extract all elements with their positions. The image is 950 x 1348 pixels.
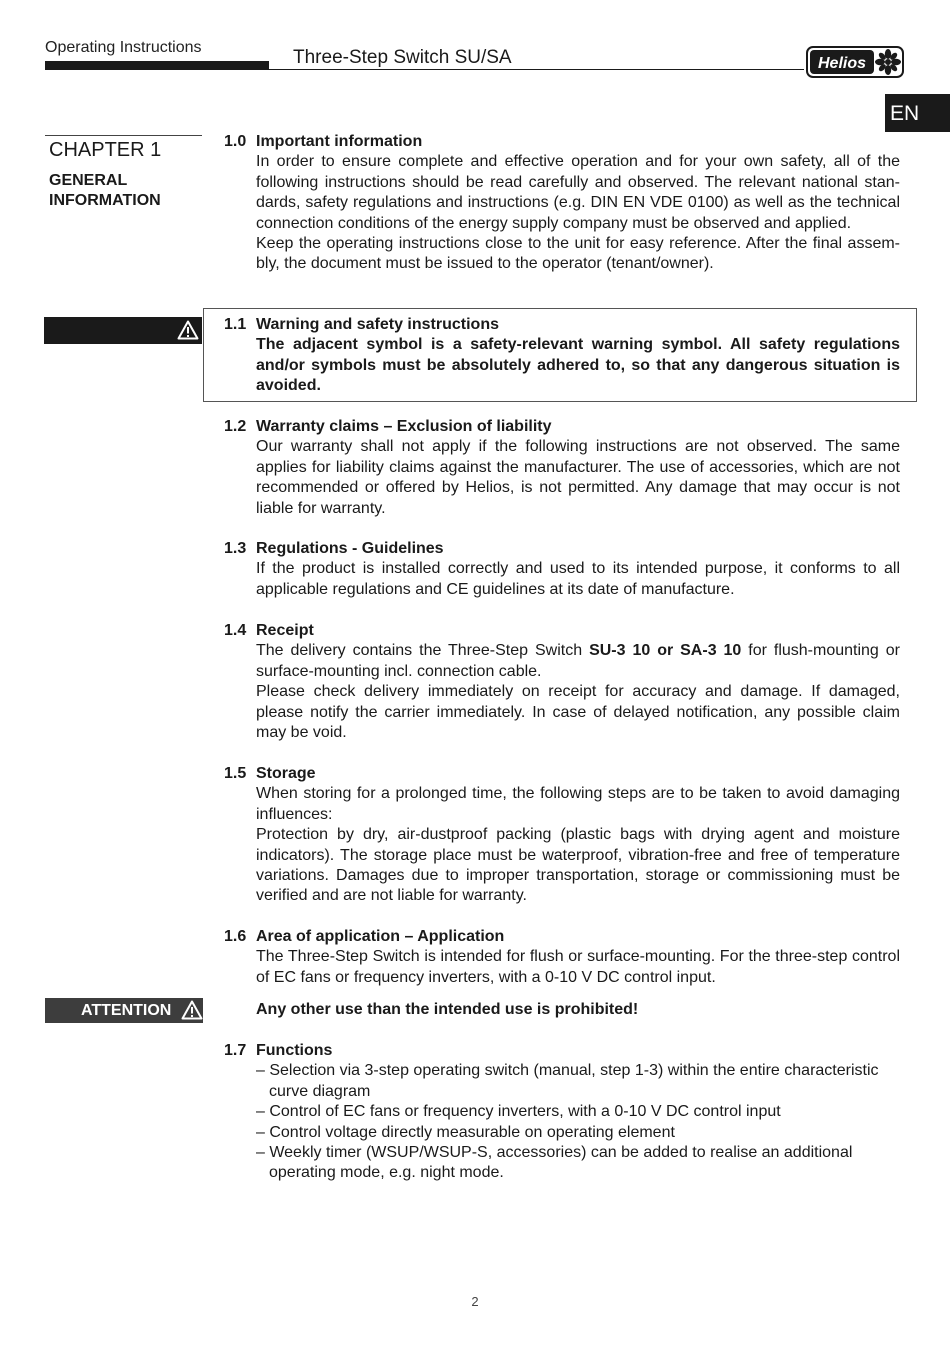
prohibition-text: Any other use than the intended use is prohibited!	[256, 1001, 639, 1018]
attention-statement	[224, 1000, 900, 1020]
helios-logo	[806, 46, 904, 78]
chapter-rule	[45, 135, 202, 136]
product-code: SU-3 10 or SA-3 10	[589, 642, 742, 660]
section-title: Regulations - Guidelines	[256, 540, 444, 557]
paragraph: Protection by dry, air-dustproof packing (plastic bags with drying agent and moisture indicators). The storage place must be waterproof, vibration-free and free of temperature variations. Damages due to improper transportation, storage or commissioning must be verified and are not liable for warranty.	[256, 826, 900, 905]
section-heading	[224, 621, 900, 641]
section-title: Warning and safety instructions	[256, 316, 499, 333]
section-number: 1.1	[224, 316, 247, 333]
section-heading	[224, 315, 900, 335]
section-number: 1.7	[224, 1042, 247, 1059]
section-heading	[224, 539, 900, 559]
section-heading	[224, 764, 900, 784]
section-heading	[224, 1041, 900, 1061]
section-1-7	[224, 1041, 900, 1184]
paragraph: Please check delivery immediately on receipt for accuracy and damage. If damaged, please notify the carrier immediately. In case of delayed notification, any possible claim may be void.	[256, 683, 900, 742]
list-item: – Control of EC fans or frequency inverters, with a 0-10 V DC control input	[256, 1103, 781, 1121]
chapter-subtitle: GENERAL INFORMATION	[49, 172, 161, 209]
document-title: Three-Step Switch SU/SA	[293, 47, 512, 68]
section-title: Warranty claims – Exclusion of liability	[256, 418, 552, 435]
list-item: – Control voltage directly measurable on operating element	[256, 1123, 675, 1141]
section-1-0	[224, 132, 900, 275]
section-1-3	[224, 539, 900, 600]
section-title: Receipt	[256, 622, 314, 639]
section-1-6	[224, 927, 900, 988]
warning-triangle-icon	[177, 320, 199, 340]
paragraph: When storing for a prolonged time, the following steps are to be taken to avoid damaging influences:	[256, 785, 900, 823]
paragraph: Our warranty shall not apply if the following instructions are not observed. The same applies for liability claims against the manufacturer. The use of accessories, which are not recommended or offered by Helios, is not permitted. Any damage that may occur is not liable for warranty.	[256, 438, 900, 517]
section-1-4	[224, 621, 900, 743]
paragraph: In order to ensure complete and effective operation and for your own safety, all of the following instructions should be read carefully and observed. The relevant national standards, safety regulations and instructions (e.g. DIN EN VDE 0100) as well as the technical connection conditions of the energy supply company must be observed and applied.	[256, 153, 900, 232]
header-bar	[45, 61, 269, 70]
section-1-5	[224, 764, 900, 907]
section-number: 1.3	[224, 540, 247, 557]
list-item: – Selection via 3-step operating switch (manual, step 1-3) within the entire characteristic curve diagram	[256, 1062, 879, 1100]
section-title: Area of application – Application	[256, 928, 505, 945]
section-1-2	[224, 417, 900, 519]
warning-triangle-icon	[181, 1000, 203, 1020]
section-number: 1.5	[224, 765, 247, 782]
warning-bar	[44, 317, 202, 344]
paragraph: The adjacent symbol is a safety-relevant warning symbol. All safety regulations and/or symbols must be absolutely adhered to, so that any dangerous situation is avoided.	[256, 336, 900, 395]
section-number: 1.6	[224, 928, 247, 945]
section-1-1	[224, 315, 900, 397]
section-heading	[224, 132, 900, 152]
page-number: 2	[471, 1294, 479, 1309]
language-tab: EN	[885, 94, 950, 132]
chapter-title: CHAPTER 1	[49, 139, 162, 161]
section-number: 1.2	[224, 418, 247, 435]
paragraph: Keep the operating instructions close to the unit for easy reference. After the final assembly, the document must be issued to the operator (tenant/owner).	[256, 235, 900, 273]
paragraph: The delivery contains the Three-Step Switch SU-3 10 or SA-3 10 for flush-mounting or surface-mounting incl. connection cable.	[256, 642, 900, 680]
doc-type-label: Operating Instructions	[45, 39, 202, 56]
section-heading	[224, 927, 900, 947]
section-title: Storage	[256, 765, 316, 782]
section-number: 1.4	[224, 622, 247, 639]
section-number: 1.0	[224, 133, 247, 150]
attention-bar	[45, 998, 203, 1023]
header-rule	[269, 69, 804, 70]
paragraph: The Three-Step Switch is intended for flush or surface-mounting. For the three-step control of EC fans or frequency inverters, with a 0-10 V DC control input.	[256, 948, 900, 986]
list-item: – Weekly timer (WSUP/WSUP-S, accessories) can be added to realise an additional operating mode, e.g. night mode.	[256, 1144, 853, 1182]
functions-list	[256, 1061, 900, 1183]
logo-text: Helios	[817, 55, 867, 72]
section-title: Important information	[256, 133, 423, 150]
attention-label: ATTENTION	[81, 1002, 172, 1019]
section-title: Functions	[256, 1042, 333, 1059]
section-heading	[224, 417, 900, 437]
paragraph: If the product is installed correctly and used to its intended purpose, it conforms to all applicable regulations and CE guidelines at its date of manufacture.	[256, 560, 900, 598]
